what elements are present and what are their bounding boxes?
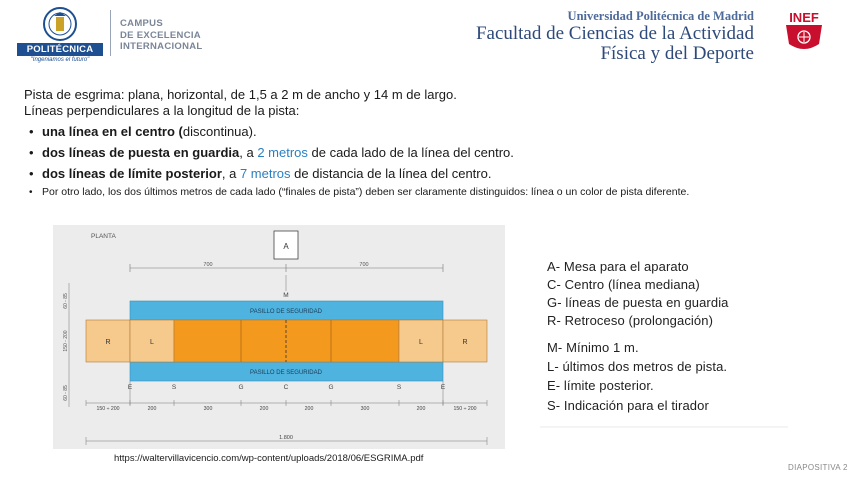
legend-item: L- últimos dos metros de pista.	[547, 359, 728, 374]
bottom-dim: 200	[416, 406, 426, 412]
safety-top-label: PASILLO DE SEGURIDAD	[250, 309, 322, 315]
dim-700-right: 700	[359, 262, 369, 268]
intro-line-1: Pista de esgrima: plana, horizontal, de 1,5 a 2 m de ancho y 14 m de largo.	[24, 87, 457, 102]
slide-number: DIAPOSITIVA 2	[788, 463, 848, 472]
slide-header	[0, 0, 848, 72]
upm-name: POLITÉCNICA	[17, 43, 103, 56]
dim-700-left: 700	[203, 262, 213, 268]
upm-tagline: "Ingeniamos el futuro"	[30, 57, 90, 63]
strip-main	[174, 320, 399, 362]
line-label: G	[238, 384, 244, 391]
bullet-rear-limit-lines	[24, 163, 834, 184]
bottom-dim: 300	[360, 406, 370, 412]
piste-diagram	[53, 225, 505, 449]
line-label: S	[171, 384, 177, 391]
faculty-title	[436, 9, 754, 64]
campus-excelencia	[120, 18, 203, 53]
zone-l-right-label: L	[419, 339, 423, 346]
bullet-text: de cada lado de la línea del centro.	[307, 145, 514, 160]
source-link[interactable]: https://waltervillavicencio.com/wp-content/uploads/2018/06/ESGRIMA.pdf	[114, 453, 424, 464]
bottom-dim: 200	[304, 406, 314, 412]
legend-item: G- líneas de puesta en guardia	[547, 295, 729, 310]
bullet-text: , a	[239, 145, 258, 160]
slide-content	[24, 87, 834, 201]
line-label: G	[328, 384, 334, 391]
legend-item: A- Mesa para el aparato	[547, 259, 689, 274]
upm-crest-icon	[41, 6, 79, 42]
zone-r-right-label: R	[462, 339, 468, 346]
campus-line: INTERNACIONAL	[120, 41, 203, 52]
bottom-dim: 150 ÷ 200	[453, 406, 477, 412]
bottom-dim: 300	[203, 406, 213, 412]
campus-line: DE EXCELENCIA	[120, 29, 201, 41]
inef-logo-text: INEF	[789, 10, 819, 25]
intro-line-2: Líneas perpendiculares a la longitud de la pista:	[24, 103, 300, 118]
legend-item: M- Mínimo 1 m.	[547, 340, 639, 355]
bullet-list	[24, 121, 834, 201]
bottom-dim: 150 ÷ 200	[96, 406, 120, 412]
line-label: C	[283, 384, 289, 391]
bottom-dim: 200	[147, 406, 157, 412]
diagram-title: PLANTA	[91, 233, 116, 240]
bullet-en-garde-lines	[24, 142, 834, 163]
bullet-bold: dos líneas de límite posterior	[42, 166, 222, 181]
line-label: S	[396, 384, 402, 391]
upm-logo	[17, 6, 103, 64]
faculty-line-1: Facultad de Ciencias de la Actividad	[475, 23, 754, 44]
bullet-center-line	[24, 121, 834, 142]
campus-line: CAMPUS	[120, 18, 163, 29]
bullet-text: discontinua).	[182, 124, 257, 139]
bullet-highlight: 7 metros	[239, 166, 291, 181]
piste-diagram-svg	[53, 225, 505, 449]
zone-l-left-label: L	[150, 339, 154, 346]
bullet-text: , a	[221, 166, 240, 181]
safety-bottom-label: PASILLO DE SEGURIDAD	[250, 370, 322, 376]
header-divider	[110, 10, 111, 56]
diagram-legend	[540, 253, 788, 426]
side-dim-middle: 150 - 200	[63, 330, 69, 352]
legend-item: R- Retroceso (prolongación)	[547, 313, 713, 328]
inef-logo	[783, 10, 825, 54]
legend-item: S- Indicación para el tirador	[547, 398, 709, 413]
bullet-bold: una línea en el centro (	[42, 124, 183, 139]
side-dim-top: 60 - 85	[63, 293, 69, 309]
legend-item: C- Centro (línea mediana)	[547, 277, 700, 292]
line-label: E	[440, 384, 446, 391]
zone-r-left-label: R	[105, 339, 111, 346]
university-name: Universidad Politécnica de Madrid	[567, 9, 754, 23]
box-a-label: A	[283, 242, 289, 251]
bullet-end-of-piste: • Por otro lado, los dos últimos metros de cada lado (“finales de pista”) deben ser claramente distinguidos: línea o un color de pista diferente.	[24, 184, 834, 201]
line-label: E	[127, 384, 133, 391]
total-dim: 1.800	[279, 435, 293, 441]
faculty-line-2: Física y del Deporte	[600, 43, 754, 64]
side-dim-bottom: 60 - 85	[63, 385, 69, 401]
bottom-dim: 200	[259, 406, 269, 412]
mark-m: M	[283, 292, 289, 299]
bullet-highlight: 2 metros	[257, 145, 308, 160]
bullet-text: de distancia de la línea del centro.	[290, 166, 492, 181]
bullet-bold: dos líneas de puesta en guardia	[42, 145, 240, 160]
legend-item: E- límite posterior.	[547, 378, 654, 393]
